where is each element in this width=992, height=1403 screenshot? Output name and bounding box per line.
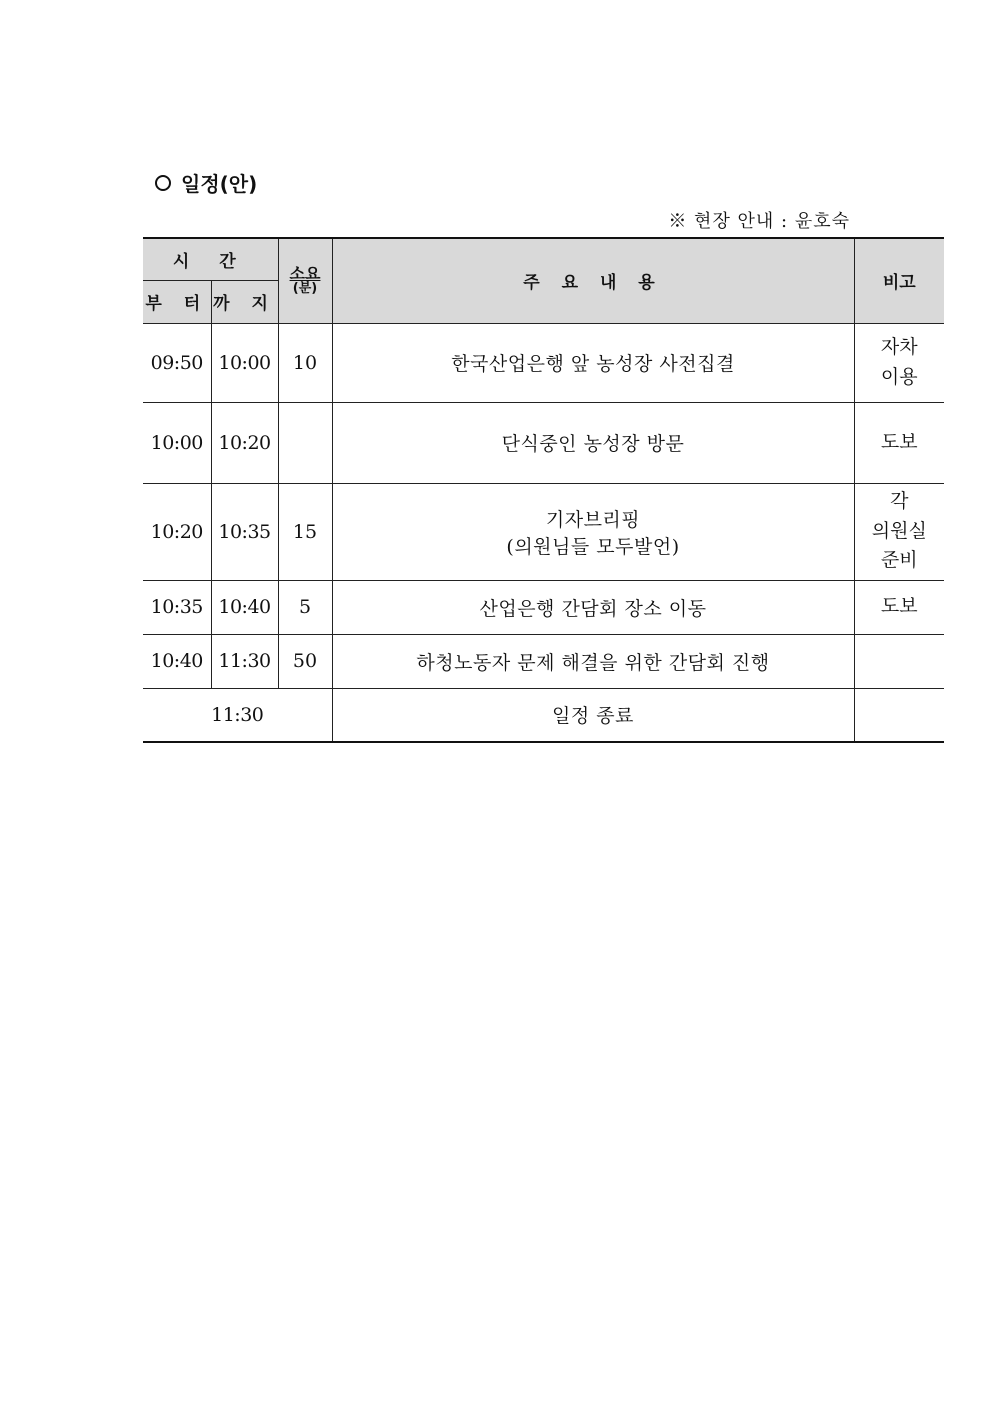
note-cell: [854, 483, 944, 580]
duration-cell: 50: [278, 634, 332, 688]
duration-cell: 10: [278, 323, 332, 402]
time-group-header: 시 간: [143, 238, 278, 280]
duration-cell: 5: [278, 580, 332, 634]
to-cell: 11:30: [211, 634, 278, 688]
to-cell: 10:40: [211, 580, 278, 634]
duration-cell: [278, 402, 332, 483]
note-line: 의원실: [871, 519, 927, 542]
content-header: 주 요 내 용: [332, 238, 854, 323]
note-line: 자차: [880, 336, 918, 359]
from-cell: 09:50: [143, 323, 211, 402]
table-row: [143, 580, 944, 634]
section-heading: [155, 168, 257, 197]
note-line: 각: [890, 490, 909, 513]
table-row: [143, 402, 944, 483]
final-note-cell: [854, 688, 944, 742]
circle-bullet-icon: [155, 175, 171, 191]
content-line: 한국산업은행 앞 농성장 사전집결: [451, 353, 735, 375]
note-cell: [854, 634, 944, 688]
table-row: [143, 634, 944, 688]
duration-cell: 15: [278, 483, 332, 580]
schedule-table: [143, 237, 944, 743]
content-cell: [332, 580, 854, 634]
content-cell: [332, 634, 854, 688]
content-line: 하청노동자 문제 해결을 위한 간담회 진행: [416, 651, 770, 674]
to-cell: 10:35: [211, 483, 278, 580]
to-cell: 10:20: [211, 402, 278, 483]
note-line: 도보: [880, 430, 918, 453]
note-cell: [854, 402, 944, 483]
to-header: 까 지: [211, 280, 278, 323]
from-header: 부 터: [143, 280, 211, 323]
duration-header-label: 소요: [289, 264, 321, 284]
content-cell: [332, 402, 854, 483]
guide-note: ※ 현장 안내 : 윤호숙: [668, 211, 850, 232]
header-row-top: [143, 238, 944, 280]
final-time-cell: 11:30: [143, 688, 332, 742]
final-row: [143, 688, 944, 742]
from-cell: 10:20: [143, 483, 211, 580]
note-line: 도보: [880, 595, 918, 618]
note-line: 준비: [880, 549, 918, 572]
table-row: [143, 323, 944, 402]
content-cell: [332, 323, 854, 402]
to-cell: 10:00: [211, 323, 278, 402]
note-cell: [854, 580, 944, 634]
from-cell: 10:00: [143, 402, 211, 483]
note-line: 이용: [880, 365, 918, 388]
duration-header-unit: (분): [292, 281, 318, 297]
note-cell: [854, 323, 944, 402]
table-row: [143, 483, 944, 580]
section-title: 일정(안): [181, 172, 258, 196]
from-cell: 10:35: [143, 580, 211, 634]
final-content-cell: 일정 종료: [332, 688, 854, 742]
content-line: 단식중인 농성장 방문: [501, 433, 685, 455]
duration-header: [278, 238, 332, 323]
content-line: 기자브리핑: [545, 508, 641, 531]
note-header: 비고: [854, 238, 944, 323]
schedule-body: [143, 323, 944, 742]
content-line: 산업은행 간담회 장소 이동: [479, 597, 707, 620]
content-cell: [332, 483, 854, 580]
content-line: (의원님들 모두발언): [506, 535, 680, 558]
from-cell: 10:40: [143, 634, 211, 688]
